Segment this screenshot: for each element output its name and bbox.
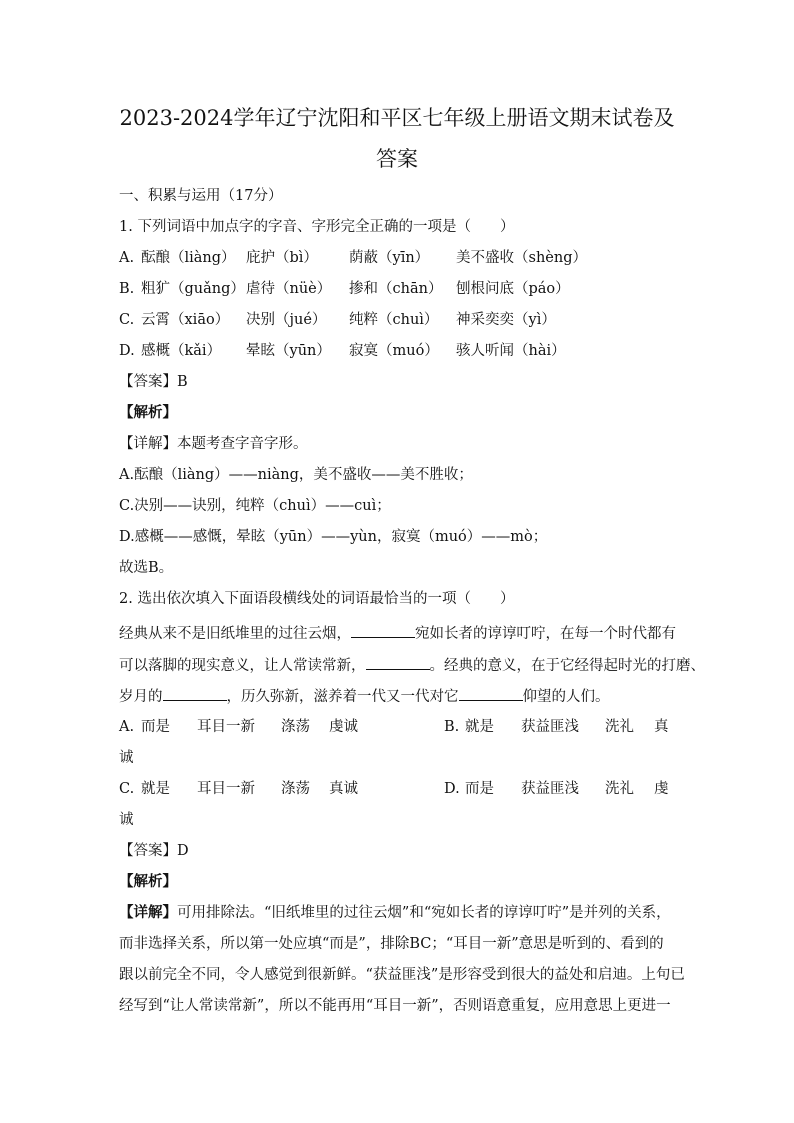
option-word: 获益匪浅	[521, 719, 579, 735]
option-word: 而是	[141, 719, 170, 735]
question-1-stem: 1. 下列词语中加点字的字音、字形完全正确的一项是（ ）	[119, 219, 515, 235]
option-word: 粗犷（guǎng）	[141, 281, 245, 297]
q2-detail-line-2: 而非选择关系，所以第一处应填“而是”，排除BC；“耳目一新”意思是听到的、看到的	[119, 936, 664, 952]
option-word: 纯粹（chuì）	[349, 312, 439, 328]
option-word: 涤荡	[281, 781, 310, 797]
q2-option-b-wrap: 诚	[119, 750, 134, 766]
option-word: 掺和（chān）	[349, 281, 443, 297]
q2-analysis-heading: 【解析】	[119, 873, 177, 890]
option-label: C.	[119, 781, 135, 797]
passage-text: 岁月的	[119, 689, 163, 705]
document-title-continued: 答案	[376, 147, 418, 171]
option-word: 决别（jué）	[246, 312, 327, 328]
option-label: D.	[444, 781, 460, 797]
passage-text: 仰望的人们。	[522, 689, 610, 705]
option-word: 而是	[465, 781, 494, 797]
option-word: 涤荡	[281, 719, 310, 735]
q2-passage-line-1	[119, 623, 676, 644]
option-word: 晕眩（yūn）	[246, 343, 331, 359]
section-heading: 一、积累与运用（17分）	[119, 188, 283, 204]
option-word: 就是	[141, 781, 170, 797]
document-title: 2023-2024学年辽宁沈阳和平区七年级上册语文期末试卷及	[119, 106, 675, 130]
passage-text: 可以落脚的现实意义，让人常读常新，	[119, 658, 366, 674]
option-word: 洗礼	[605, 719, 634, 735]
option-word: 虔	[654, 781, 669, 797]
q1-explain-c: C.决别——诀别，纯粹（chuì）——cuì；	[119, 498, 391, 514]
option-word: 酝酿（liàng）	[141, 250, 236, 266]
option-word: 荫蔽（yīn）	[349, 250, 430, 266]
q1-analysis-heading: 【解析】	[119, 404, 177, 421]
question-2-stem: 2. 选出依次填入下面语段横线处的词语最恰当的一项（ ）	[119, 591, 515, 607]
option-label: D.	[119, 343, 135, 359]
option-word: 虐待（nüè）	[246, 281, 332, 297]
option-word: 获益匪浅	[521, 781, 579, 797]
option-word: 耳目一新	[197, 781, 255, 797]
passage-text: 经典从来不是旧纸堆里的过往云烟，	[119, 626, 351, 642]
option-label: C.	[119, 312, 135, 328]
q2-detail-line-3: 跟以前完全不同，令人感觉到很新鲜。“获益匪浅”是形容受到很大的益处和启迪。上句已	[119, 967, 685, 983]
q1-answer: 【答案】B	[119, 374, 188, 390]
option-word: 刨根问底（páo）	[456, 281, 570, 297]
option-word: 耳目一新	[197, 719, 255, 735]
passage-text: 。经典的意义，在于它经得起时光的打磨、	[429, 658, 705, 674]
q2-option-row-ab	[119, 717, 679, 737]
fill-blank	[459, 686, 523, 701]
option-label: B.	[444, 719, 460, 735]
q2-passage-line-2	[119, 655, 705, 676]
option-label: A.	[119, 250, 135, 266]
q2-option-row-cd	[119, 779, 679, 799]
option-word: 庇护（bì）	[246, 250, 318, 266]
q2-answer: 【答案】D	[119, 843, 189, 859]
q2-passage-line-3	[119, 686, 610, 707]
option-word: 美不盛收（shèng）	[456, 250, 587, 266]
option-word: 洗礼	[605, 781, 634, 797]
q2-detail-line-1	[119, 903, 671, 923]
option-label: B.	[119, 281, 135, 297]
option-word: 神采奕奕（yì）	[456, 312, 556, 328]
q2-detail-line-4: 经写到“让人常读常新”，所以不能再用“耳目一新”，否则语意重复，应用意思上更进一	[119, 998, 671, 1014]
passage-text: ，历久弥新，滋养着一代又一代对它	[226, 689, 459, 705]
q1-detail: 【详解】本题考查字音字形。	[119, 436, 308, 452]
passage-text: 宛如长者的谆谆叮咛，在每一个时代都有	[415, 626, 676, 642]
option-word: 寂寞（muó）	[349, 343, 439, 359]
q1-explain-a: A.酝酿（liàng）——niàng，美不盛收——美不胜收；	[119, 467, 473, 483]
option-word: 感概（kǎi）	[141, 343, 222, 359]
detail-text: 可用排除法。“旧纸堆里的过往云烟”和“宛如长者的谆谆叮咛”是并列的关系，	[177, 905, 671, 921]
option-word: 骇人听闻（hài）	[456, 343, 566, 359]
fill-blank	[163, 686, 227, 701]
option-word: 真	[654, 719, 669, 735]
option-label: A.	[119, 719, 135, 735]
q1-explain-d: D.感概——感慨，晕眩（yūn）——yùn，寂寞（muó）——mò；	[119, 529, 548, 545]
q2-option-d-wrap: 诚	[119, 812, 134, 828]
option-word: 虔诚	[329, 719, 358, 735]
detail-heading: 【详解】	[119, 904, 177, 921]
option-word: 云霄（xiāo）	[141, 312, 230, 328]
fill-blank	[351, 623, 415, 638]
option-word: 真诚	[329, 781, 358, 797]
option-word: 就是	[465, 719, 494, 735]
fill-blank	[366, 655, 430, 670]
q1-conclusion: 故选B。	[119, 560, 174, 576]
